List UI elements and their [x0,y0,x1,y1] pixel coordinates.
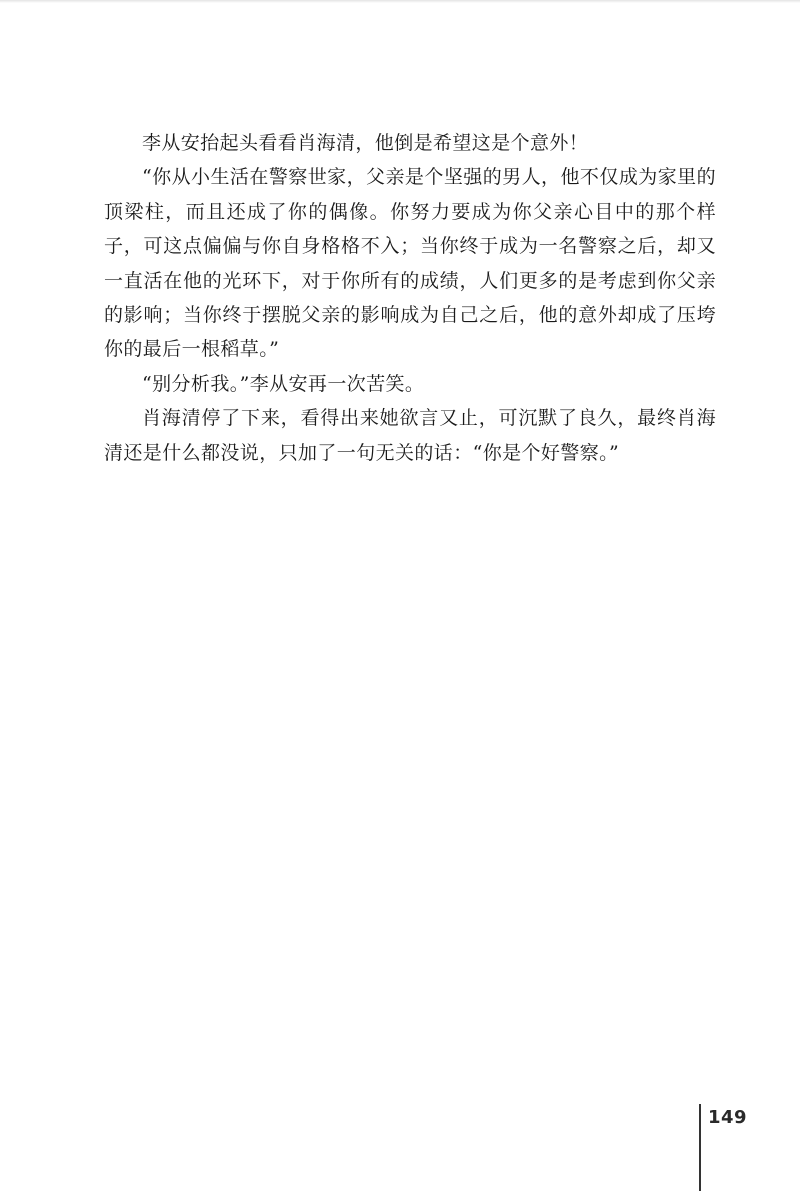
page-number: 149 [708,1107,748,1128]
top-edge-shadow [0,0,800,3]
paragraph-2: “你从小生活在警察世家，父亲是个坚强的男人，他不仅成为家里的顶梁柱，而且还成了你的偶像。你努力要成为你父亲心目中的那个样子，可这点偏偏与你自身格格不入；当你终于成为一名警察之后，却又一直活在他的光环下，对于你所有的成绩，人们更多的是考虑到你父亲的影响；当你终于摆脱父亲的影响成为自己之后，他的意外却成了压垮你的最后一根稻草。” [104,166,716,361]
paragraph-3: “别分析我。”李从安再一次苦笑。 [142,372,425,395]
page-number-block [699,1104,800,1191]
paragraph-1: 李从安抬起头看看肖海清，他倒是希望这是个意外！ [142,132,589,154]
page-number-rule [699,1104,701,1191]
paragraph-4: 肖海清停了下来，看得出来她欲言又止，可沉默了良久，最终肖海清还是什么都没说，只加了一句无关的话：“你是个好警察。” [104,407,716,464]
page-body [104,126,716,470]
